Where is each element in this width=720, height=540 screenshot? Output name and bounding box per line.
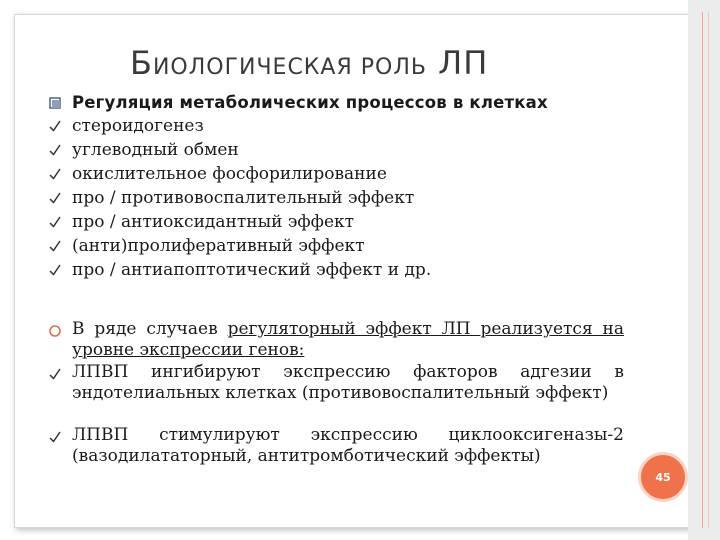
right-decor-strip <box>688 0 720 540</box>
decor-line <box>708 12 709 528</box>
list-item-text: про / антиоксидантный эффект <box>72 212 355 232</box>
check-icon <box>48 187 62 209</box>
check-icon <box>48 235 62 257</box>
circle-bullet-icon <box>48 323 62 339</box>
list-item-text: окислительное фосфорилирование <box>72 164 387 184</box>
list-item-text: (анти)пролиферативный эффект <box>72 236 365 256</box>
paragraph-hdl-inhibit: ЛПВП ингибируют экспрессию факторов адгезии в эндотелиальных клетках (противовоспалительный эффект) <box>72 362 624 403</box>
check-icon <box>48 429 62 445</box>
check-icon <box>48 139 62 161</box>
paragraph-hdl-stimulate: ЛПВП стимулируют экспрессию циклооксигеназы-2 (вазодилататорный, антитромботический эффекты) <box>72 425 624 466</box>
heading-text: Регуляция метаболических процессов в клетках <box>72 93 548 112</box>
list-item-text: про / антиапоптотический эффект и др. <box>72 260 432 280</box>
check-icon <box>48 115 62 137</box>
check-icon <box>48 163 62 185</box>
check-icon <box>48 366 62 382</box>
check-icon <box>48 259 62 281</box>
list-item-text: углеводный обмен <box>72 140 239 160</box>
square-bullet-icon <box>48 92 62 114</box>
paragraph-gene-expression: В ряде случаев регуляторный эффект ЛП реализуется на уровне экспрессии генов: <box>72 319 625 360</box>
page-number-badge: 45 <box>638 452 688 502</box>
slide-title: БИОЛОГИЧЕСКАЯ РОЛЬ ЛП <box>130 44 489 82</box>
list-item-text: стероидогенез <box>72 116 204 136</box>
list-item-text: про / противовоспалительный эффект <box>72 188 415 208</box>
check-icon <box>48 211 62 233</box>
decor-line <box>702 12 703 528</box>
